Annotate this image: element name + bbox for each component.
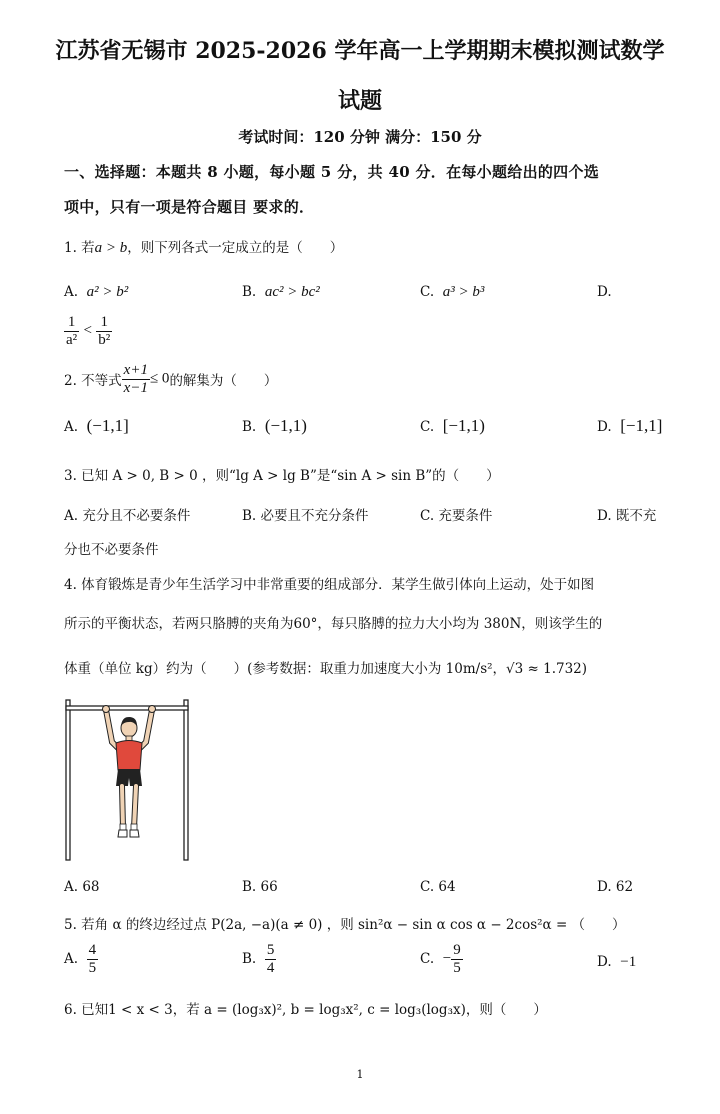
q5-option-a [64,942,98,976]
fraction [96,314,112,348]
denominator: 5 [88,959,97,976]
q1-option-c [420,284,484,301]
page-number: 1 [356,1068,364,1081]
q2-option-c [420,416,485,436]
numerator: 4 [88,942,97,958]
q2-option-a [64,416,129,436]
option-label: C. [420,419,435,435]
q1-option-b [242,284,320,301]
option-label: A. [64,284,79,300]
q5-option-b [242,942,276,976]
page-title: 江苏省无锡市 2025-2026 学年高一上学期期末模拟测试数学 [55,38,665,64]
option-label: B. [242,284,257,300]
question-4-line-1: 4. 体育锻炼是青少年生活学习中非常重要的组成部分．某学生做引体向上运动，处于如图 [64,577,595,593]
numerator: 1 [64,314,79,332]
denominator: 5 [453,959,461,976]
relation: < [83,322,92,339]
question-1-stem [64,236,343,257]
option-label: B. [242,951,257,967]
q4-option-c: C. 64 [420,879,456,895]
question-4-line-3: 体重（单位 kg）约为（ ）(参考数据：取重力加速度大小为 10m/s²，√3 ≈ 1.732) [64,661,588,677]
q5-option-c [420,942,463,976]
option-math: [−1,1) [442,416,485,435]
option-label: C. [420,284,435,300]
fraction [64,314,79,348]
option-label: D. [597,954,612,970]
q1-condition: a > b [94,240,128,256]
numerator: 1 [96,314,112,332]
option-math: [−1,1] [620,416,663,435]
q1-suffix: ，则下列各式一定成立的是（ ） [127,240,344,256]
pull-up-illustration-icon [60,696,194,862]
option-label: A. [64,419,79,435]
exam-info: 考试时间：120 分钟 满分：150 分 [238,128,482,146]
option-math: (−1,1) [264,416,307,435]
q1-option-d-label: D. [597,284,612,300]
option-label: A. [64,951,79,967]
minus-sign: − [442,950,452,967]
question-3-stem: 3. 已知 A > 0, B > 0 ，则“lg A > lg B”是“sin A > sin B”的（ ） [64,468,500,484]
option-math: a³ > b³ [442,284,485,300]
option-label: D. [597,419,612,435]
option-math: (−1,1] [86,416,129,435]
fraction [122,362,150,396]
question-5-stem: 5. 若角 α 的终边经过点 P(2a, −a)(a ≠ 0) ，则 sin²α − sin α cos α − 2cos²α = （ ） [64,917,626,933]
page-title-continued: 试题 [337,88,382,114]
fraction [451,942,463,976]
q4-option-b: B. 66 [242,879,278,895]
q3-option-d: D. 既不充 [597,508,657,524]
q3-option-c: C. 充要条件 [420,508,493,524]
q2-prefix: 2. 不等式 [64,373,122,389]
option-math: ac² > bc² [264,284,320,300]
q2-option-d [597,416,662,436]
question-6-stem: 6. 已知1 < x < 3，若 a = (log₃x)², b = log₃x², c = log₃(log₃x)，则（ ） [64,1002,547,1018]
numerator: x+1 [123,362,148,378]
question-2-stem [64,362,277,396]
numerator: 5 [266,942,275,958]
denominator: b² [98,331,111,348]
q3-option-a: A. 充分且不必要条件 [64,508,191,524]
q3-option-b: B. 必要且不充分条件 [242,508,369,524]
option-math: −1 [620,954,637,970]
q3-option-d-continued: 分也不必要条件 [64,542,159,558]
q1-option-a [64,284,128,301]
q2-suffix: 的解集为（ ） [169,373,278,389]
numerator: 9 [453,942,461,958]
fraction [87,942,99,976]
q2-option-b [242,416,307,436]
q1-prefix: 1. 若 [64,240,95,256]
q1-option-d [64,314,112,348]
denominator: a² [66,331,78,348]
pull-up-figure [60,696,194,862]
question-4-line-2: 所示的平衡状态，若两只胳膊的夹角为60°，每只胳膊的拉力大小均为 380N，则该学生的 [64,616,603,632]
denominator: x−1 [123,379,148,396]
relation: ≤ 0 [149,370,170,387]
section-heading-continued: 项中，只有一项是符合题目 要求的． [64,198,315,216]
section-heading: 一、选择题：本题共 8 小题，每小题 5 分，共 40 分．在每小题给出的四个选 [64,163,600,181]
fraction [265,942,277,976]
denominator: 4 [266,959,275,976]
option-label: C. [420,951,435,967]
option-label: B. [242,419,257,435]
q4-option-a: A. 68 [64,879,100,895]
option-math: a² > b² [86,284,129,300]
q4-option-d: D. 62 [597,879,634,895]
q5-option-d [597,954,636,971]
